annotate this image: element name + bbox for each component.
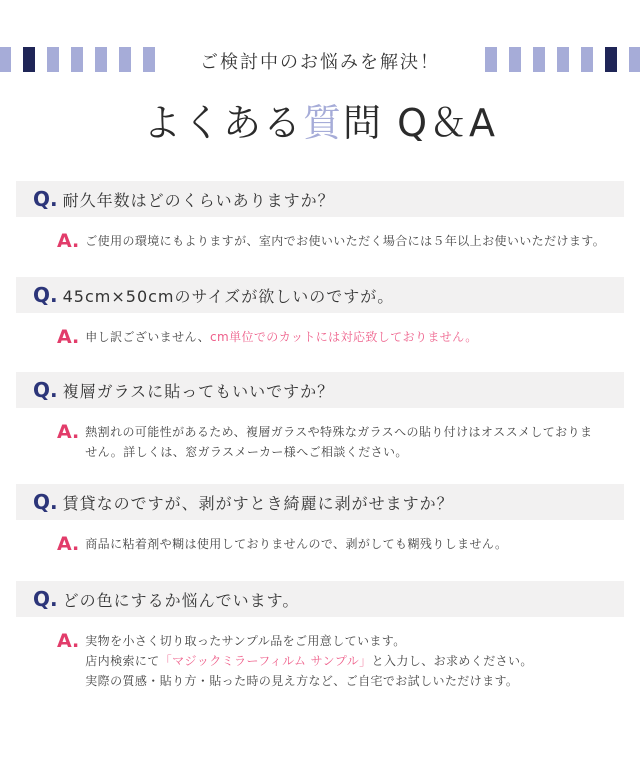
- question-mark: Q.: [33, 490, 58, 514]
- answer-mark: A.: [57, 630, 80, 652]
- answer-line: 商品に粘着剤や糊は使用しておりませんので、剥がしても糊残りしません。: [85, 537, 508, 551]
- question-text: 複層ガラスに貼ってもいいですか？: [62, 381, 335, 401]
- question-mark: Q.: [33, 378, 58, 402]
- answer-row: [16, 422, 624, 462]
- question-text: どの色にするか悩んでいます。: [62, 590, 300, 610]
- answer-mark: A.: [57, 533, 80, 555]
- answer-row: [16, 327, 624, 347]
- answer-segment: と入力し、お求めください。: [371, 654, 533, 668]
- answer-row: [16, 631, 624, 691]
- answer-text: [85, 327, 477, 347]
- question-bar: [16, 277, 624, 313]
- answer-segment: 店内検索にて: [85, 654, 160, 668]
- answer-text: [85, 422, 592, 462]
- question-bar: [16, 484, 624, 520]
- question-mark: Q.: [33, 587, 58, 611]
- answer-line: ご使用の環境にもよりますが、室内でお使いいただく場合には５年以上お使いいただけます。: [85, 234, 606, 248]
- title-text: よくある: [142, 101, 303, 145]
- faq-item: [16, 277, 624, 347]
- question-mark: Q.: [33, 283, 58, 307]
- question-text: 耐久年数はどのくらいありますか？: [62, 190, 335, 210]
- answer-text: [85, 631, 533, 691]
- title-accent: 質: [303, 101, 344, 145]
- answer-mark: A.: [57, 421, 80, 443]
- answer-text: [85, 534, 507, 554]
- faq-item: [16, 581, 624, 691]
- search-keyword-highlight: 「マジックミラーフィルム サンプル」: [159, 654, 372, 668]
- page-title: [0, 92, 640, 147]
- answer-line: 実際の質感・貼り方・貼った時の見え方など、ご自宅でお試しいただけます。: [85, 674, 519, 688]
- question-text: 賃貸なのですが、剥がすとき綺麗に剥がせますか？: [62, 493, 454, 513]
- question-bar: [16, 181, 624, 217]
- question-text: 45cm×50cmのサイズが欲しいのですが。: [62, 286, 395, 306]
- answer-highlight: cm単位でのカットには対応致しておりません。: [210, 330, 478, 344]
- answer-text: [85, 231, 605, 251]
- question-bar: [16, 372, 624, 408]
- answer-row: [16, 231, 624, 251]
- answer-line: 実物を小さく切り取ったサンプル品をご用意しています。: [85, 634, 406, 648]
- faq-item: [16, 484, 624, 554]
- faq-item: [16, 372, 624, 462]
- answer-mark: A.: [57, 326, 80, 348]
- question-mark: Q.: [33, 187, 58, 211]
- faq-item: [16, 181, 624, 251]
- answer-row: [16, 534, 624, 554]
- page-subtitle: ご検討中のお悩みを解決！: [200, 52, 440, 73]
- question-bar: [16, 581, 624, 617]
- answer-line: [85, 651, 533, 671]
- answer-line: 申し訳ございません、: [85, 330, 211, 344]
- answer-line: せん。詳しくは、窓ガラスメーカー様へご相談ください。: [85, 445, 408, 459]
- answer-line: 熱割れの可能性があるため、複層ガラスや特殊なガラスへの貼り付けはオススメしておりま: [85, 425, 593, 439]
- title-text: 問 Q＆A: [343, 101, 498, 145]
- answer-mark: A.: [57, 230, 80, 252]
